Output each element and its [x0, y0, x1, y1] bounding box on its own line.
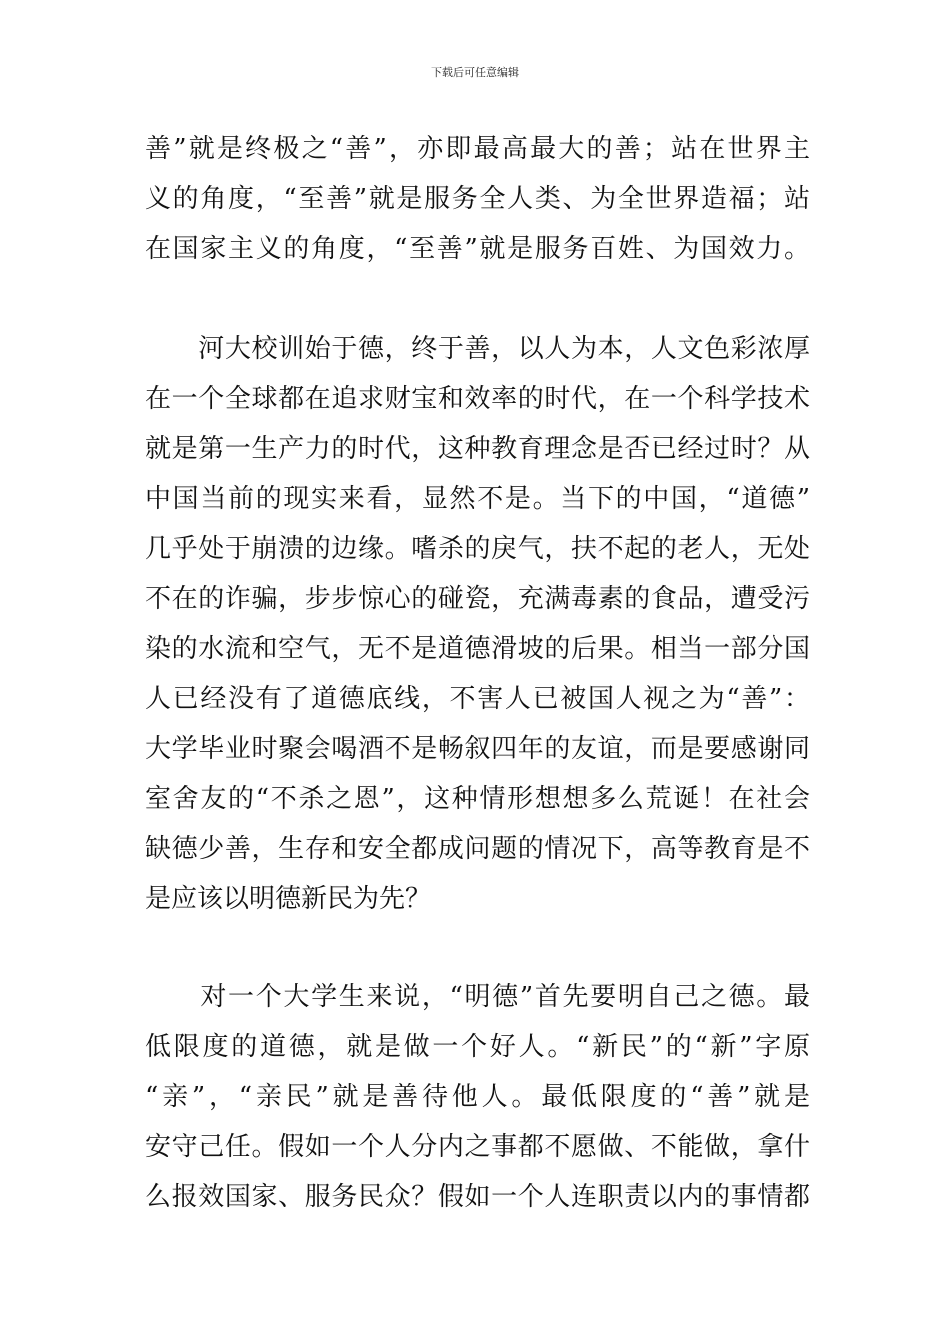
text-line: 在一个全球都在追求财宝和效率的时代，在一个科学技术: [145, 384, 810, 414]
text-line: 是应该以明德新民为先？: [145, 884, 432, 914]
paragraph-2: [145, 324, 810, 924]
text-line: 中国当前的现实来看，显然不是。当下的中国，“道德”: [145, 484, 810, 514]
text-line: 室舍友的“不杀之恩”，这种情形想想多么荒诞！在社会: [145, 784, 810, 814]
text-line: 就是第一生产力的时代，这种教育理念是否已经过时？从: [145, 434, 810, 464]
text-line: 在国家主义的角度，“至善”就是服务百姓、为国效力。: [145, 234, 810, 264]
text-line: 义的角度，“至善”就是服务全人类、为全世界造福；站: [145, 184, 810, 214]
text-line: 缺德少善，生存和安全都成问题的情况下，高等教育是不: [145, 834, 810, 864]
text-line: “亲”，“亲民”就是善待他人。最低限度的“善”就是: [145, 1082, 810, 1112]
paragraph-1: [145, 124, 810, 274]
paragraph-3: [145, 972, 810, 1222]
text-line: 染的水流和空气，无不是道德滑坡的后果。相当一部分国: [145, 634, 810, 664]
text-line: 对一个大学生来说，“明德”首先要明自己之德。最: [145, 982, 810, 1012]
text-line: 不在的诈骗，步步惊心的碰瓷，充满毒素的食品，遭受污: [145, 584, 810, 614]
text-line: 安守己任。假如一个人分内之事都不愿做、不能做，拿什: [145, 1132, 810, 1162]
text-line: 大学毕业时聚会喝酒不是畅叙四年的友谊，而是要感谢同: [145, 734, 810, 764]
text-line: 低限度的道德，就是做一个好人。“新民”的“新”字原: [145, 1032, 810, 1062]
text-line: 河大校训始于德，终于善，以人为本，人文色彩浓厚: [145, 334, 810, 364]
text-line: 善”就是终极之“善”，亦即最高最大的善；站在世界主: [145, 134, 810, 164]
page-header: 下载后可任意编辑: [431, 66, 519, 79]
text-line: 么报效国家、服务民众？假如一个人连职责以内的事情都: [145, 1182, 810, 1212]
text-line: 人已经没有了道德底线，不害人已被国人视之为“善”：: [145, 684, 810, 714]
text-line: 几乎处于崩溃的边缘。嗜杀的戾气，扶不起的老人，无处: [145, 534, 810, 564]
